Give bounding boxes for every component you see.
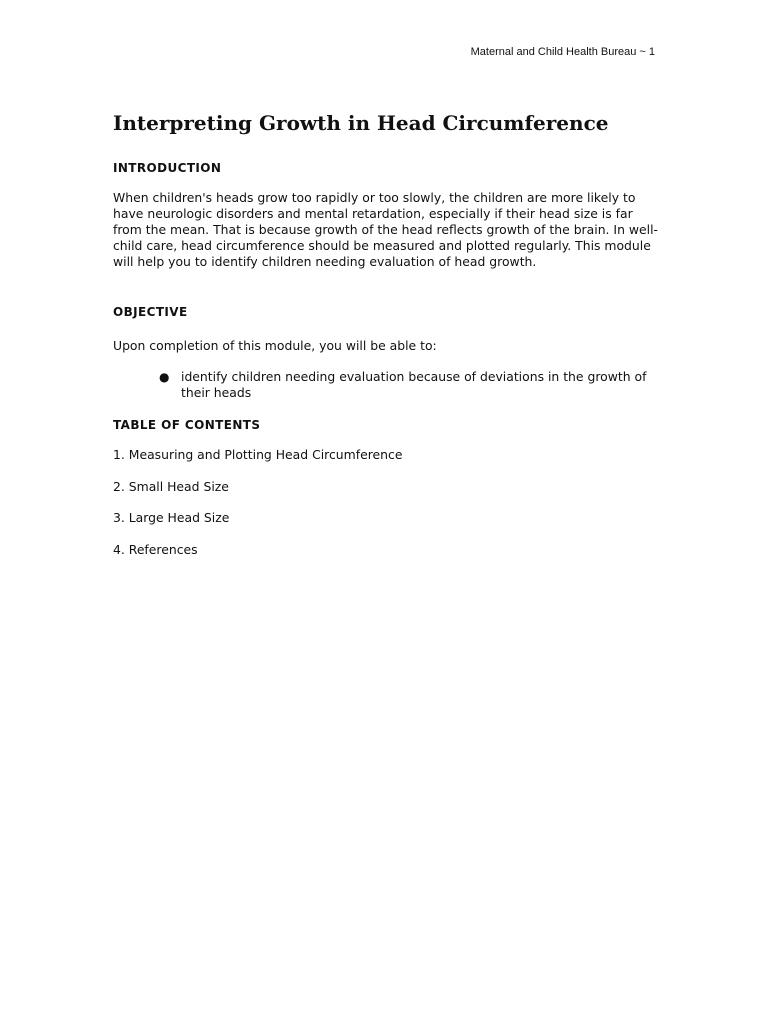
toc-item-small-head-size: 2. Small Head Size [113, 478, 229, 494]
objective-bullet-list [113, 369, 658, 401]
table-of-contents-heading: TABLE OF CONTENTS [113, 418, 261, 432]
objective-lead-text: Upon completion of this module, you will be able to: [113, 338, 437, 353]
introduction-paragraph: When children's heads grow too rapidly or too slowly, the children are more likely to have neurologic disorders and mental retardation, especially if their head size is far from the mean. That is because growth of the head reflects growth of the brain. In well-child care, head circumference should be measured and plotted regularly. This module will help you to identify children needing evaluation of head growth. [113, 190, 658, 269]
objective-bullet-text: identify children needing evaluation because of deviations in the growth of their heads [181, 369, 647, 400]
toc-item-references: 4. References [113, 541, 198, 557]
document-title: Interpreting Growth in Head Circumference [113, 111, 609, 135]
document-body [113, 108, 658, 573]
objective-bullet-item [113, 369, 658, 401]
table-of-contents-list [113, 447, 658, 558]
running-header: Maternal and Child Health Bureau ~ 1 [470, 46, 655, 58]
bullet-icon: ● [159, 370, 170, 384]
introduction-heading: INTRODUCTION [113, 161, 222, 175]
toc-item-measuring-plotting: 1. Measuring and Plotting Head Circumference [113, 447, 403, 462]
toc-item-large-head-size: 3. Large Head Size [113, 510, 230, 525]
objective-heading: OBJECTIVE [113, 305, 188, 319]
